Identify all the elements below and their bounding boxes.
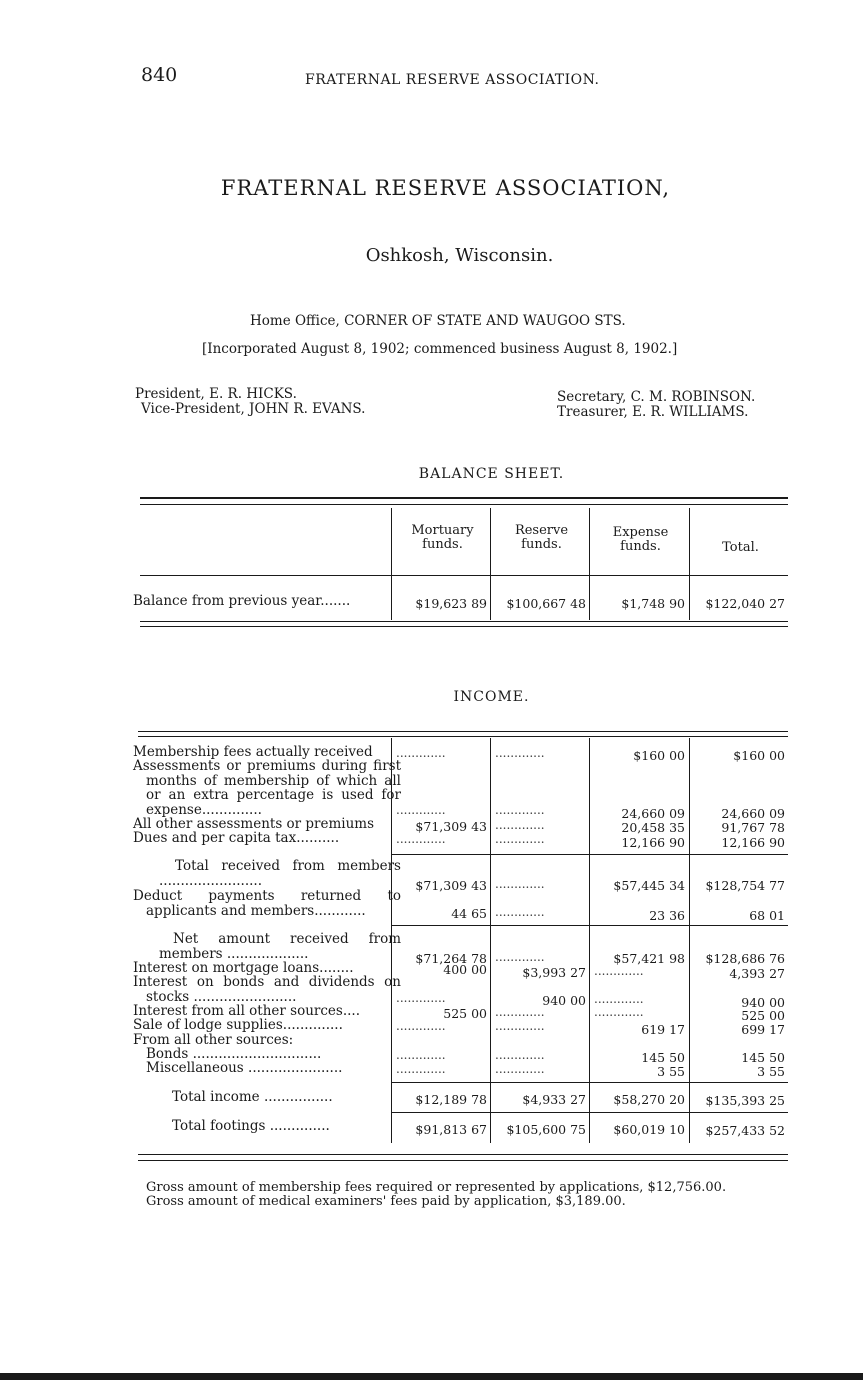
income-value: $105,600 75 xyxy=(506,1122,586,1137)
empty-cell-dots: ............. xyxy=(495,877,545,891)
income-value: $71,309 43 xyxy=(415,878,487,893)
income-title: INCOME. xyxy=(453,689,530,705)
income-value: 12,166 90 xyxy=(721,835,785,850)
empty-cell-dots: ............. xyxy=(495,1005,545,1019)
scan-edge xyxy=(0,1373,863,1380)
subtotal-rule xyxy=(391,1112,788,1113)
income-bottom-rule xyxy=(138,1154,788,1155)
income-value: $58,270 20 xyxy=(613,1092,685,1107)
income-value: $3,993 27 xyxy=(522,965,586,980)
income-value: $57,421 98 xyxy=(613,951,685,966)
empty-cell-dots: ............. xyxy=(495,818,545,832)
income-value: 145 50 xyxy=(741,1050,785,1065)
balance-header-rule xyxy=(140,575,788,576)
income-row-label: Membership fees actually received xyxy=(133,744,373,760)
income-value: 24,660 09 xyxy=(721,806,785,821)
income-row-label: Deduct payments returned to applicants and members............ xyxy=(133,888,401,919)
income-value: 23 36 xyxy=(649,908,685,923)
balance-col-divider-1 xyxy=(391,508,392,620)
income-row-label: Total footings .............. xyxy=(172,1118,330,1134)
empty-cell-dots: ............. xyxy=(495,832,545,846)
empty-cell-dots: ............. xyxy=(495,1019,545,1033)
income-value: 400 00 xyxy=(443,962,487,977)
empty-cell-dots: ............. xyxy=(396,1048,446,1062)
officer-treasurer: Treasurer, E. R. WILLIAMS. xyxy=(557,404,749,420)
page-number: 840 xyxy=(141,64,178,86)
income-value: 68 01 xyxy=(749,908,785,923)
income-row-label: Interest from all other sources.... xyxy=(133,1003,361,1019)
income-value: 940 00 xyxy=(542,993,586,1008)
income-value: $71,309 43 xyxy=(415,819,487,834)
balance-value-total: $122,040 27 xyxy=(705,596,785,611)
home-office: Home Office, CORNER OF STATE AND WAUGOO STS. xyxy=(250,313,626,329)
income-row-label: Net amount received from members ................... xyxy=(159,931,401,962)
col-header-mortuary: Mortuary funds. xyxy=(411,523,474,552)
balance-top-rule xyxy=(140,497,788,499)
empty-cell-dots: ............. xyxy=(594,1005,644,1019)
income-value: 91,767 78 xyxy=(721,820,785,835)
income-value: 24,660 09 xyxy=(621,806,685,821)
income-value: 940 00 xyxy=(741,995,785,1010)
income-row-label: Assessments or premiums during first months of membership of which all or an extra percentage is used for expense.............. xyxy=(133,758,401,818)
balance-bottom-rule-2 xyxy=(140,626,788,627)
income-value: 145 50 xyxy=(641,1050,685,1065)
col-header-total: Total. xyxy=(722,540,759,555)
balance-sheet-title: BALANCE SHEET. xyxy=(418,466,565,482)
income-row-label: Miscellaneous ...................... xyxy=(146,1060,343,1076)
income-value: $128,754 77 xyxy=(705,878,785,893)
officer-vice-president: Vice-President, JOHN R. EVANS. xyxy=(141,401,366,417)
income-row-label: All other assessments or premiums xyxy=(133,816,375,832)
income-value: 3 55 xyxy=(657,1064,685,1079)
empty-cell-dots: ............. xyxy=(396,803,446,817)
income-value: $91,813 67 xyxy=(415,1122,487,1137)
income-value: $160 00 xyxy=(633,748,685,763)
balance-top-rule-2 xyxy=(140,504,788,505)
income-row-label: Total received from members ........................ xyxy=(159,858,401,889)
balance-row-label: Balance from previous year....... xyxy=(133,593,351,609)
running-head: FRATERNAL RESERVE ASSOCIATION. xyxy=(305,72,600,88)
balance-value-mortuary: $19,623 89 xyxy=(415,596,487,611)
empty-cell-dots: ............. xyxy=(495,905,545,919)
subtotal-rule xyxy=(391,854,788,855)
income-value: $4,933 27 xyxy=(522,1092,586,1107)
income-value: $60,019 10 xyxy=(613,1122,685,1137)
income-row-label: Bonds .............................. xyxy=(146,1046,322,1062)
location: Oshkosh, Wisconsin. xyxy=(365,245,554,266)
officer-secretary: Secretary, C. M. ROBINSON. xyxy=(557,389,756,405)
empty-cell-dots: ............. xyxy=(396,746,446,760)
income-value: $71,264 78 xyxy=(415,951,487,966)
empty-cell-dots: ............. xyxy=(594,964,644,978)
empty-cell-dots: ............. xyxy=(396,832,446,846)
empty-cell-dots: ............. xyxy=(495,803,545,817)
empty-cell-dots: ............. xyxy=(495,1048,545,1062)
income-value: $160 00 xyxy=(733,748,785,763)
officer-president: President, E. R. HICKS. xyxy=(135,386,297,402)
income-value: 3 55 xyxy=(757,1064,785,1079)
income-value: 525 00 xyxy=(741,1008,785,1023)
income-value: $12,189 78 xyxy=(415,1092,487,1107)
incorporation-note: [Incorporated August 8, 1902; commenced business August 8, 1902.] xyxy=(202,341,678,357)
income-value: $128,686 76 xyxy=(705,951,785,966)
income-row-label: Dues and per capita tax.......... xyxy=(133,830,340,846)
income-value: 4,393 27 xyxy=(729,966,785,981)
balance-col-divider-4 xyxy=(689,508,690,620)
income-top-rule xyxy=(138,731,788,732)
empty-cell-dots: ............. xyxy=(495,1062,545,1076)
income-value: 619 17 xyxy=(641,1022,685,1037)
income-row-label: Total income ................ xyxy=(172,1089,333,1105)
empty-cell-dots: ............. xyxy=(396,1019,446,1033)
income-value: $57,445 34 xyxy=(613,878,685,893)
income-value: 44 65 xyxy=(451,906,487,921)
income-value: 525 00 xyxy=(443,1006,487,1021)
empty-cell-dots: ............. xyxy=(594,992,644,1006)
income-bottom-rule-2 xyxy=(138,1160,788,1161)
income-row-label: From all other sources: xyxy=(133,1032,294,1048)
income-value: $257,433 52 xyxy=(705,1123,785,1138)
empty-cell-dots: ............. xyxy=(495,950,545,964)
footnote-medical-fees: Gross amount of medical examiners' fees paid by application, $3,189.00. xyxy=(146,1194,626,1209)
subtotal-rule xyxy=(391,1082,788,1083)
income-value: $135,393 25 xyxy=(705,1093,785,1108)
empty-cell-dots: ............. xyxy=(396,1062,446,1076)
income-value: 20,458 35 xyxy=(621,820,685,835)
income-value: 12,166 90 xyxy=(621,835,685,850)
income-row-label: Sale of lodge supplies.............. xyxy=(133,1017,343,1033)
col-header-expense: Expense funds. xyxy=(612,525,669,554)
balance-col-divider-2 xyxy=(490,508,491,620)
income-row-label: Interest on bonds and dividends on stocks ........................ xyxy=(133,974,401,1005)
col-header-reserve: Reserve funds. xyxy=(514,523,569,552)
income-row-label: Interest on mortgage loans........ xyxy=(133,960,354,976)
balance-bottom-rule xyxy=(140,621,788,622)
balance-value-reserve: $100,667 48 xyxy=(506,596,586,611)
income-top-rule-2 xyxy=(138,736,788,737)
balance-value-expense: $1,748 90 xyxy=(621,596,685,611)
income-value: 699 17 xyxy=(741,1022,785,1037)
subtotal-rule xyxy=(391,925,788,926)
empty-cell-dots: ............. xyxy=(495,746,545,760)
balance-col-divider-3 xyxy=(589,508,590,620)
empty-cell-dots: ............. xyxy=(396,991,446,1005)
document-title: FRATERNAL RESERVE ASSOCIATION, xyxy=(220,176,671,200)
footnote-membership-fees: Gross amount of membership fees required or represented by applications, $12,756.00. xyxy=(146,1180,727,1195)
